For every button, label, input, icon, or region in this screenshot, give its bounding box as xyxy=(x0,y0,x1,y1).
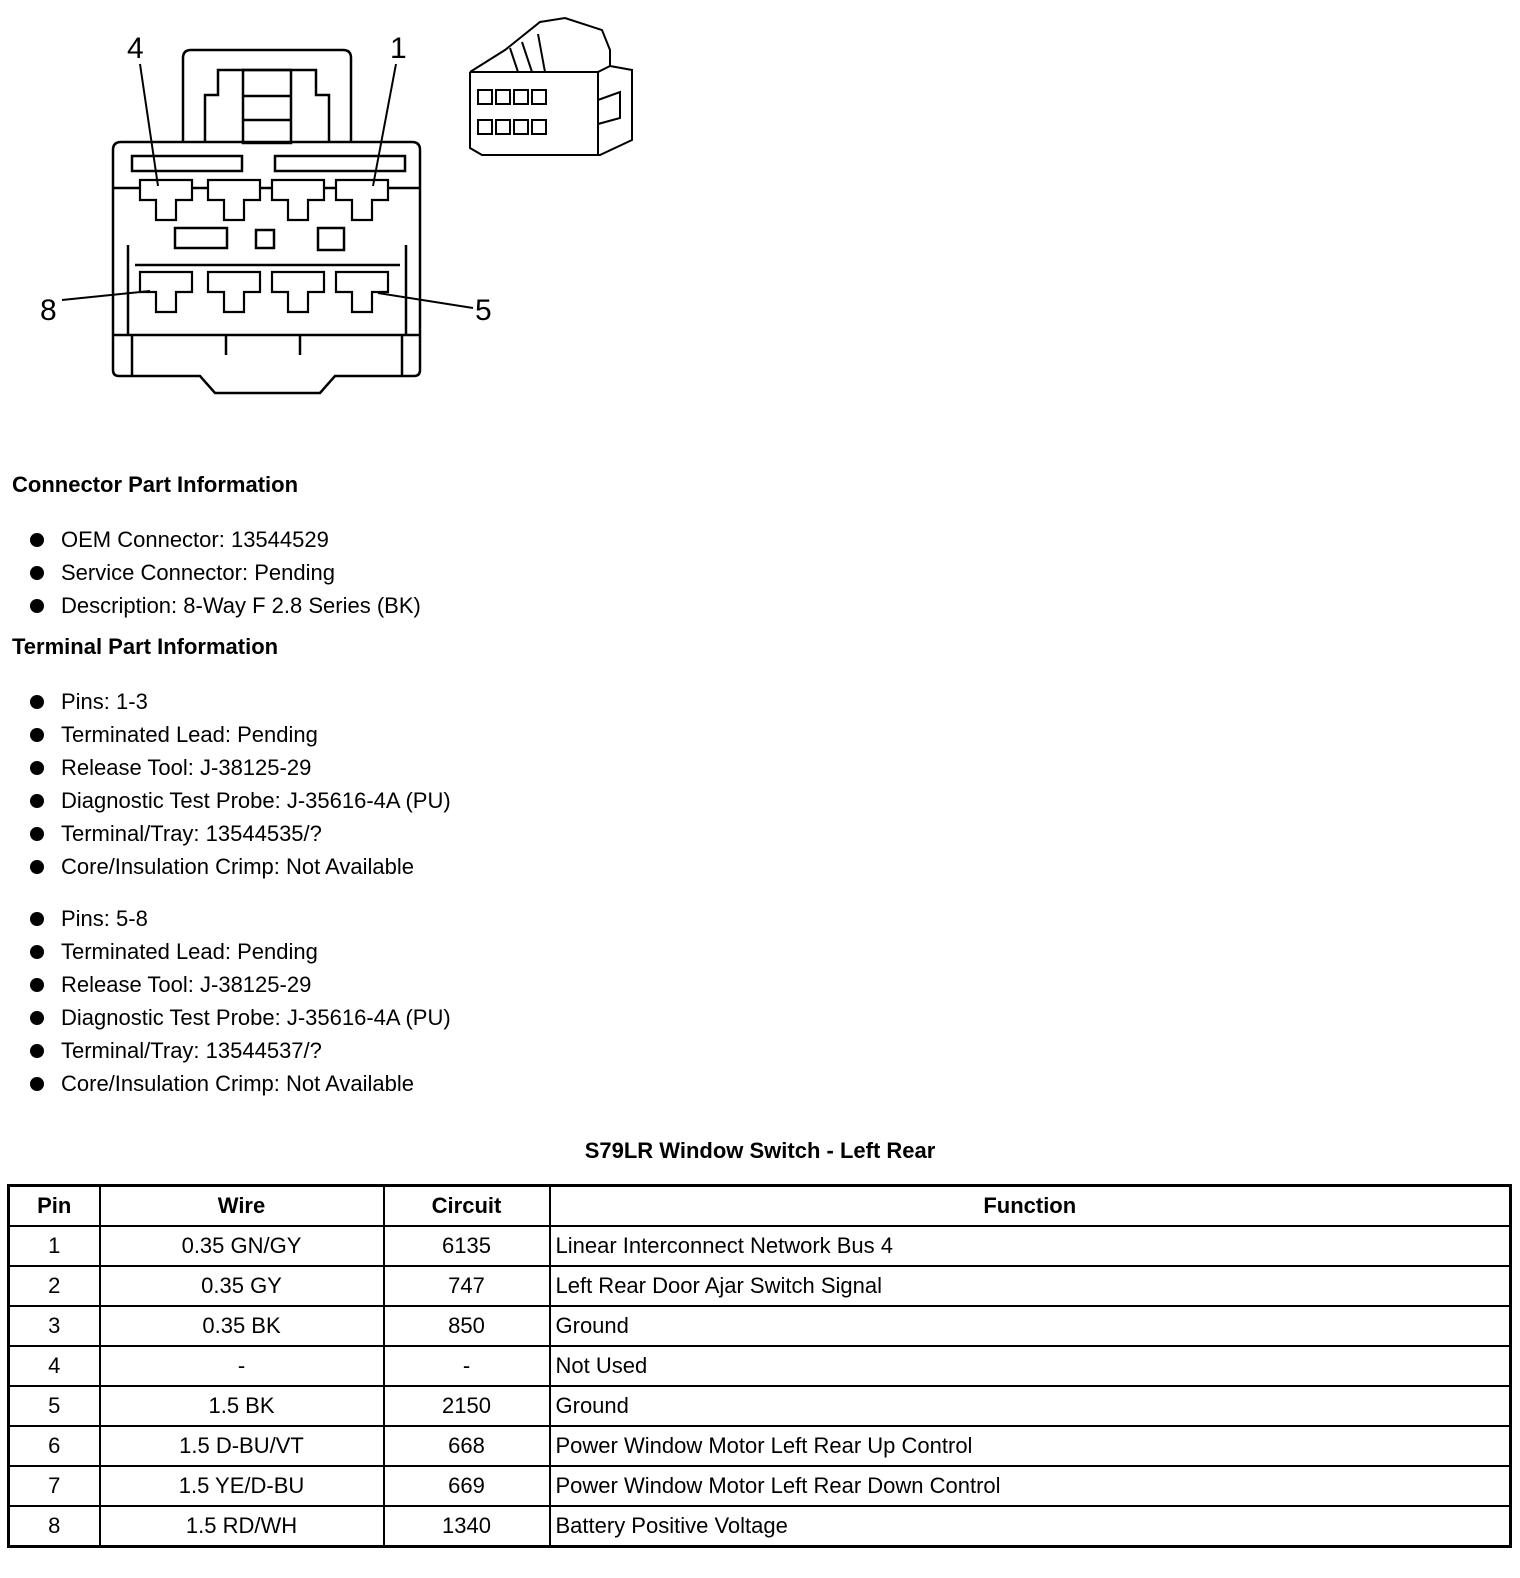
list-item: Core/Insulation Crimp: Not Available xyxy=(30,850,451,883)
bullet-icon xyxy=(30,945,44,959)
wire-cell: 1.5 BK xyxy=(100,1386,384,1426)
list-item: Diagnostic Test Probe: J-35616-4A (PU) xyxy=(30,784,451,817)
list-item: Diagnostic Test Probe: J-35616-4A (PU) xyxy=(30,1001,451,1034)
wire-cell: 1.5 D-BU/VT xyxy=(100,1426,384,1466)
bullet-icon xyxy=(30,860,44,874)
table-row xyxy=(9,1266,1511,1306)
terminal-cavity xyxy=(140,180,192,220)
function-cell: Power Window Motor Left Rear Up Control xyxy=(550,1426,1511,1466)
list-item: Service Connector: Pending xyxy=(30,556,421,589)
bullet-icon xyxy=(30,978,44,992)
circuit-cell: 1340 xyxy=(384,1506,550,1547)
pin-callout-5: 5 xyxy=(475,294,492,327)
terminal-part-info-list-2 xyxy=(30,902,451,1100)
function-cell: Battery Positive Voltage xyxy=(550,1506,1511,1547)
table-row xyxy=(9,1386,1511,1426)
list-item: Core/Insulation Crimp: Not Available xyxy=(30,1067,451,1100)
connector-iso-view xyxy=(470,18,632,155)
pin-cell: 3 xyxy=(9,1306,100,1346)
pin-cell: 7 xyxy=(9,1466,100,1506)
bullet-icon xyxy=(30,1044,44,1058)
list-item: Release Tool: J-38125-29 xyxy=(30,968,451,1001)
bullet-icon xyxy=(30,695,44,709)
wire-cell: - xyxy=(100,1346,384,1386)
table-row xyxy=(9,1426,1511,1466)
circuit-cell: 2150 xyxy=(384,1386,550,1426)
table-row xyxy=(9,1506,1511,1547)
function-cell: Left Rear Door Ajar Switch Signal xyxy=(550,1266,1511,1306)
circuit-cell: 669 xyxy=(384,1466,550,1506)
terminal-cavity xyxy=(272,180,324,220)
list-item: Terminated Lead: Pending xyxy=(30,935,451,968)
table-row xyxy=(9,1466,1511,1506)
function-cell: Power Window Motor Left Rear Down Control xyxy=(550,1466,1511,1506)
column-header-circuit: Circuit xyxy=(384,1186,550,1227)
wire-cell: 0.35 GN/GY xyxy=(100,1226,384,1266)
pin-callout-8: 8 xyxy=(40,294,57,327)
circuit-cell: - xyxy=(384,1346,550,1386)
list-item: OEM Connector: 13544529 xyxy=(30,523,421,556)
circuit-cell: 6135 xyxy=(384,1226,550,1266)
wire-cell: 1.5 RD/WH xyxy=(100,1506,384,1547)
pin-cell: 2 xyxy=(9,1266,100,1306)
pin-cell: 5 xyxy=(9,1386,100,1426)
connector-diagram xyxy=(0,0,700,420)
terminal-cavity xyxy=(208,180,260,220)
list-item: Pins: 1-3 xyxy=(30,685,451,718)
pin-callout-1: 1 xyxy=(390,32,407,65)
table-header-row xyxy=(9,1186,1511,1227)
terminal-part-info-heading: Terminal Part Information xyxy=(12,634,279,659)
wire-cell: 0.35 BK xyxy=(100,1306,384,1346)
pin-cell: 6 xyxy=(9,1426,100,1466)
connector-part-info-list xyxy=(30,523,421,622)
bullet-icon xyxy=(30,533,44,547)
circuit-cell: 747 xyxy=(384,1266,550,1306)
list-item: Pins: 5-8 xyxy=(30,902,451,935)
list-item: Description: 8-Way F 2.8 Series (BK) xyxy=(30,589,421,622)
bullet-icon xyxy=(30,912,44,926)
pin-table xyxy=(7,1184,1512,1548)
circuit-cell: 850 xyxy=(384,1306,550,1346)
function-cell: Ground xyxy=(550,1386,1511,1426)
bullet-icon xyxy=(30,566,44,580)
bullet-icon xyxy=(30,728,44,742)
pin-table-title: S79LR Window Switch - Left Rear xyxy=(584,1138,936,1163)
pin-cell: 8 xyxy=(9,1506,100,1547)
bullet-icon xyxy=(30,827,44,841)
table-row xyxy=(9,1346,1511,1386)
connector-part-info-heading: Connector Part Information xyxy=(12,472,299,497)
list-item: Terminal/Tray: 13544535/? xyxy=(30,817,451,850)
column-header-function: Function xyxy=(550,1186,1511,1227)
terminal-part-info-list-1 xyxy=(30,685,451,883)
pin-callout-4: 4 xyxy=(127,32,144,65)
bullet-icon xyxy=(30,1077,44,1091)
terminal-cavity xyxy=(336,272,388,312)
list-item: Terminal/Tray: 13544537/? xyxy=(30,1034,451,1067)
wire-cell: 1.5 YE/D-BU xyxy=(100,1466,384,1506)
function-cell: Not Used xyxy=(550,1346,1511,1386)
terminal-cavity xyxy=(208,272,260,312)
bullet-icon xyxy=(30,599,44,613)
column-header-wire: Wire xyxy=(100,1186,384,1227)
wire-cell: 0.35 GY xyxy=(100,1266,384,1306)
column-header-pin: Pin xyxy=(9,1186,100,1227)
list-item: Release Tool: J-38125-29 xyxy=(30,751,451,784)
table-row xyxy=(9,1226,1511,1266)
list-item: Terminated Lead: Pending xyxy=(30,718,451,751)
function-cell: Linear Interconnect Network Bus 4 xyxy=(550,1226,1511,1266)
function-cell: Ground xyxy=(550,1306,1511,1346)
bullet-icon xyxy=(30,761,44,775)
bullet-icon xyxy=(30,1011,44,1025)
pin-cell: 4 xyxy=(9,1346,100,1386)
pin-cell: 1 xyxy=(9,1226,100,1266)
bullet-icon xyxy=(30,794,44,808)
circuit-cell: 668 xyxy=(384,1426,550,1466)
terminal-cavity xyxy=(272,272,324,312)
table-row xyxy=(9,1306,1511,1346)
terminal-cavity xyxy=(336,180,388,220)
